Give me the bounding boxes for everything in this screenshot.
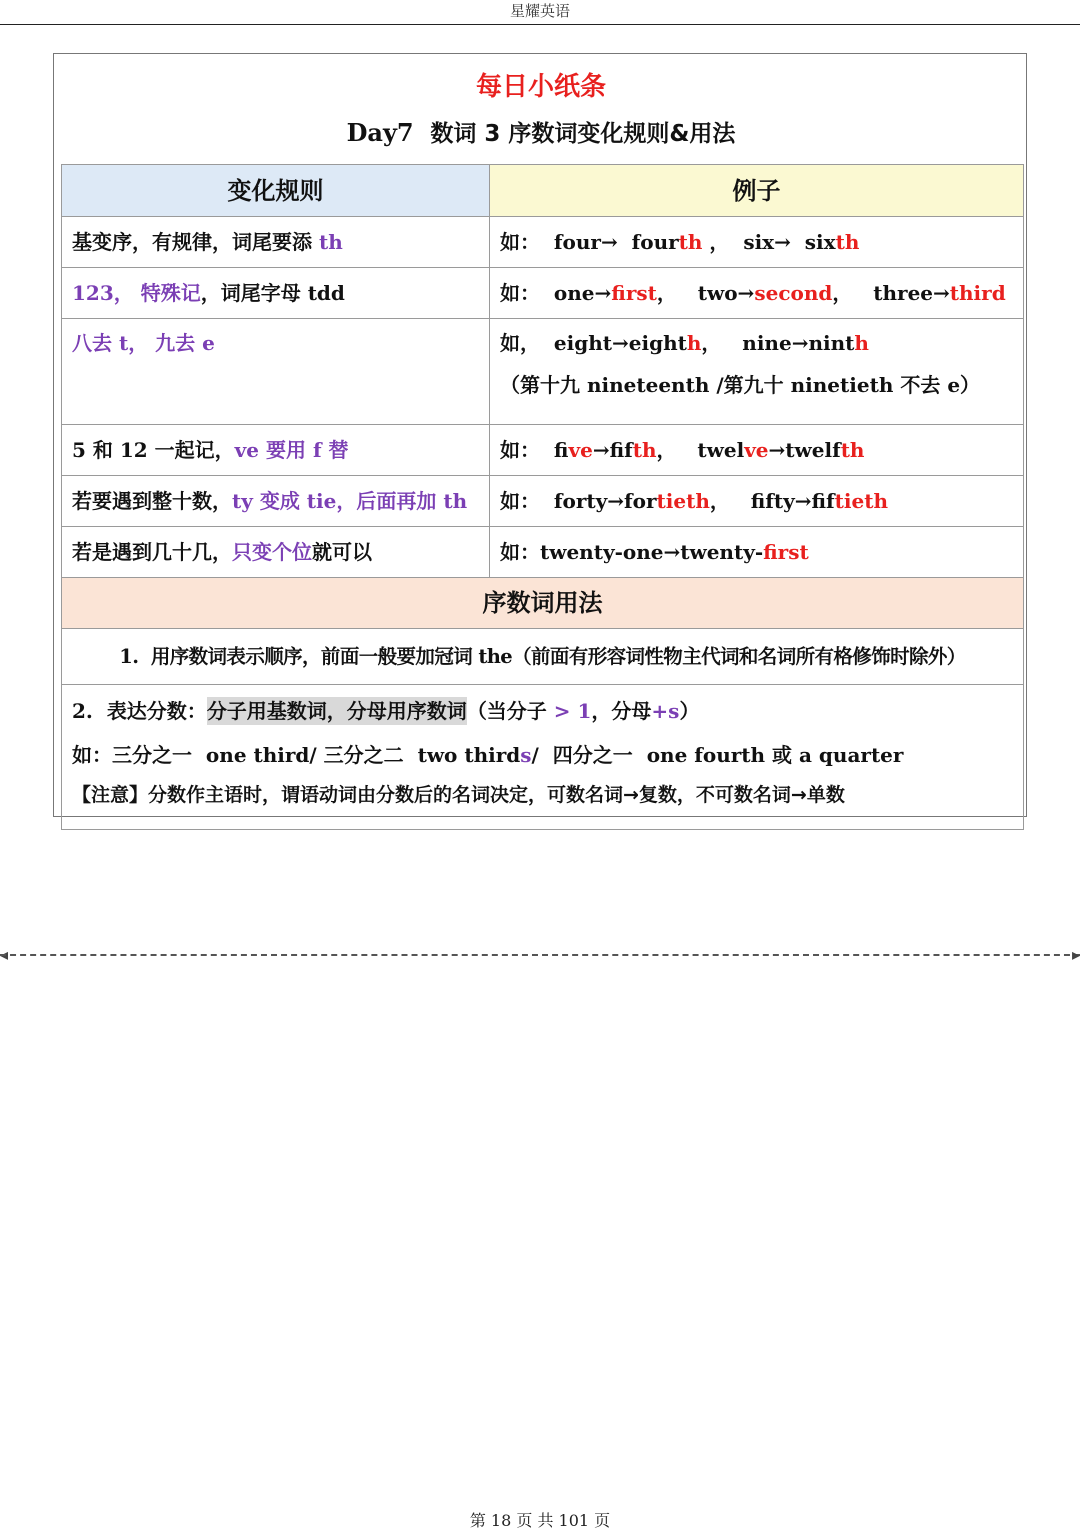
text-run: second [754,281,833,305]
text-run: two third [410,743,521,767]
card-title: 每日小纸条 [475,72,606,102]
text-run: ， six→ six [702,230,836,254]
text-run: 如： [500,230,540,254]
text-run: > 1 [546,699,592,723]
text-run: ， twel [656,438,745,462]
page-header: 星耀英语 [0,0,1080,25]
text-run: 5 [72,438,93,462]
text-run: 和 [92,438,120,462]
text-run: th [318,230,343,254]
page-footer: 第 18 页 共 101 页 [469,1511,611,1530]
text-run: th [632,438,657,462]
text-run: 三分之二 [323,743,411,767]
rule-cell [62,425,490,476]
text-run: 1. [119,644,151,668]
text-run: s [520,743,532,767]
text-run: 变成 [259,489,307,513]
example-column-header: 例子 [490,165,1024,217]
usage-item-2-line [72,697,1013,725]
text-run: ， three→ [832,281,950,305]
text-run: →fif [592,438,633,462]
text-run: 四分之一 [552,743,640,767]
text-run: 一起记， [154,438,235,462]
text-run: fi [540,438,569,462]
text-run: th [835,230,860,254]
text-run: 【注意】分数作主语时，谓语动词由分数后的名词决定，可数名词→复数，不可数名词→单数 [72,784,845,806]
text-run: 要用 [265,438,313,462]
example-note [500,371,1013,399]
text-run: 如：三分之一 [72,743,199,767]
text-run: 八去 [72,331,119,355]
table-row [62,425,1024,476]
text-run: 特殊记 [133,281,201,305]
text-run: 123， [72,281,134,305]
table-row [62,527,1024,578]
rule-cell [62,476,490,527]
text-run: tie， [306,489,357,513]
text-run: eight→eight [540,331,687,355]
text-run: tieth [656,489,710,513]
text-run: / [531,743,553,767]
text-run: 第九十 [723,373,791,397]
rule-cell [62,268,490,319]
text-run: 就可以 [312,540,372,564]
text-run: 如： [500,438,540,462]
text-run: th [678,230,703,254]
text-run: e [202,331,215,355]
text-run: one fourth [639,743,773,767]
usage-section-header: 序数词用法 [62,578,1024,629]
text-run: ninetieth [790,373,901,397]
text-run: nineteenth / [586,373,724,397]
example-cell [490,268,1024,319]
text-run: 不去 [900,373,948,397]
table-row [62,217,1024,268]
text-run: 后面再加 [356,489,444,513]
text-run: twenty-one→twenty- [540,540,764,564]
text-run: 12 [119,438,155,462]
text-run: 如， [500,331,540,355]
text-run: tieth [834,489,888,513]
text-run: four→ four [540,230,679,254]
text-run: →twelf [768,438,841,462]
arrow-right-icon: ▸ [1071,945,1080,964]
arrow-left-icon: ◂ [0,945,9,964]
text-run: t， [118,331,149,355]
example-cell [490,217,1024,268]
example-cell [490,319,1024,425]
text-run: 如： [500,281,540,305]
table-row [62,476,1024,527]
text-run: ty [232,489,260,513]
dashed-divider [0,954,1080,958]
example-cell [490,527,1024,578]
example-cell [490,476,1024,527]
fraction-examples [72,741,1013,769]
text-run: e） [947,373,981,397]
example-line [500,329,1013,357]
text-run: （第十九 [500,373,587,397]
text-run: ve [744,438,769,462]
text-run: 表达分数： [106,699,207,723]
table-row [62,268,1024,319]
text-run: 2. [72,699,107,723]
topic-label: 数词 3 序数词变化规则&用法 [430,121,736,147]
text-run: ， two→ [656,281,755,305]
text-run: ，分母 [591,699,652,723]
rule-column-header: 变化规则 [62,165,490,217]
day-label: Day7 [346,118,414,147]
text-run: h [686,331,702,355]
usage-item-1 [62,629,1024,685]
text-run: 或 [772,743,799,767]
text-run: ， fifty→fif [709,489,835,513]
text-run: h [854,331,869,355]
text-run: third [949,281,1006,305]
ordinal-rules-table [61,164,1024,830]
text-run: （当分子 [466,699,547,723]
rule-cell [62,319,490,425]
text-run: 若是遇到几十几， [72,540,232,564]
card-subtitle [54,117,1028,150]
note-card [53,53,1027,817]
text-run: the [478,644,513,668]
text-run: （前面有形容词性物主代词和名词所有格修饰时除外） [512,644,966,668]
text-run: ve [568,438,593,462]
text-run: ， nine→nint [701,331,855,355]
text-run: first [763,540,809,564]
text-run: one→ [540,281,612,305]
text-run: th [840,438,865,462]
text-run: 如： [500,489,540,513]
usage-note [72,781,1013,809]
text-run: 分子用基数词，分母用序数词 [206,699,467,723]
text-run: ，词尾字母 [200,281,308,305]
text-run: 九去 [148,331,203,355]
usage-item-2 [62,685,1024,830]
rule-cell [62,217,490,268]
text-run: tdd [307,281,345,305]
text-run: a quarter [799,743,904,767]
text-run: f [312,438,329,462]
text-run: 若要遇到整十数， [72,489,232,513]
rule-cell [62,527,490,578]
text-run: 替 [328,438,349,462]
text-run: first [611,281,657,305]
text-run: 用序数词表示顺序，前面一般要加冠词 [150,644,479,668]
text-run: forty→for [540,489,657,513]
text-run: 如： [500,540,540,564]
text-run: one third/ [198,743,324,767]
example-cell [490,425,1024,476]
text-run: th [443,489,468,513]
table-row [62,319,1024,425]
text-run: +s [651,699,680,723]
text-run: 基变序，有规律，词尾要添 [72,230,319,254]
text-run: ） [679,699,700,723]
text-run: 只变个位 [232,540,312,564]
text-run: ve [234,438,266,462]
